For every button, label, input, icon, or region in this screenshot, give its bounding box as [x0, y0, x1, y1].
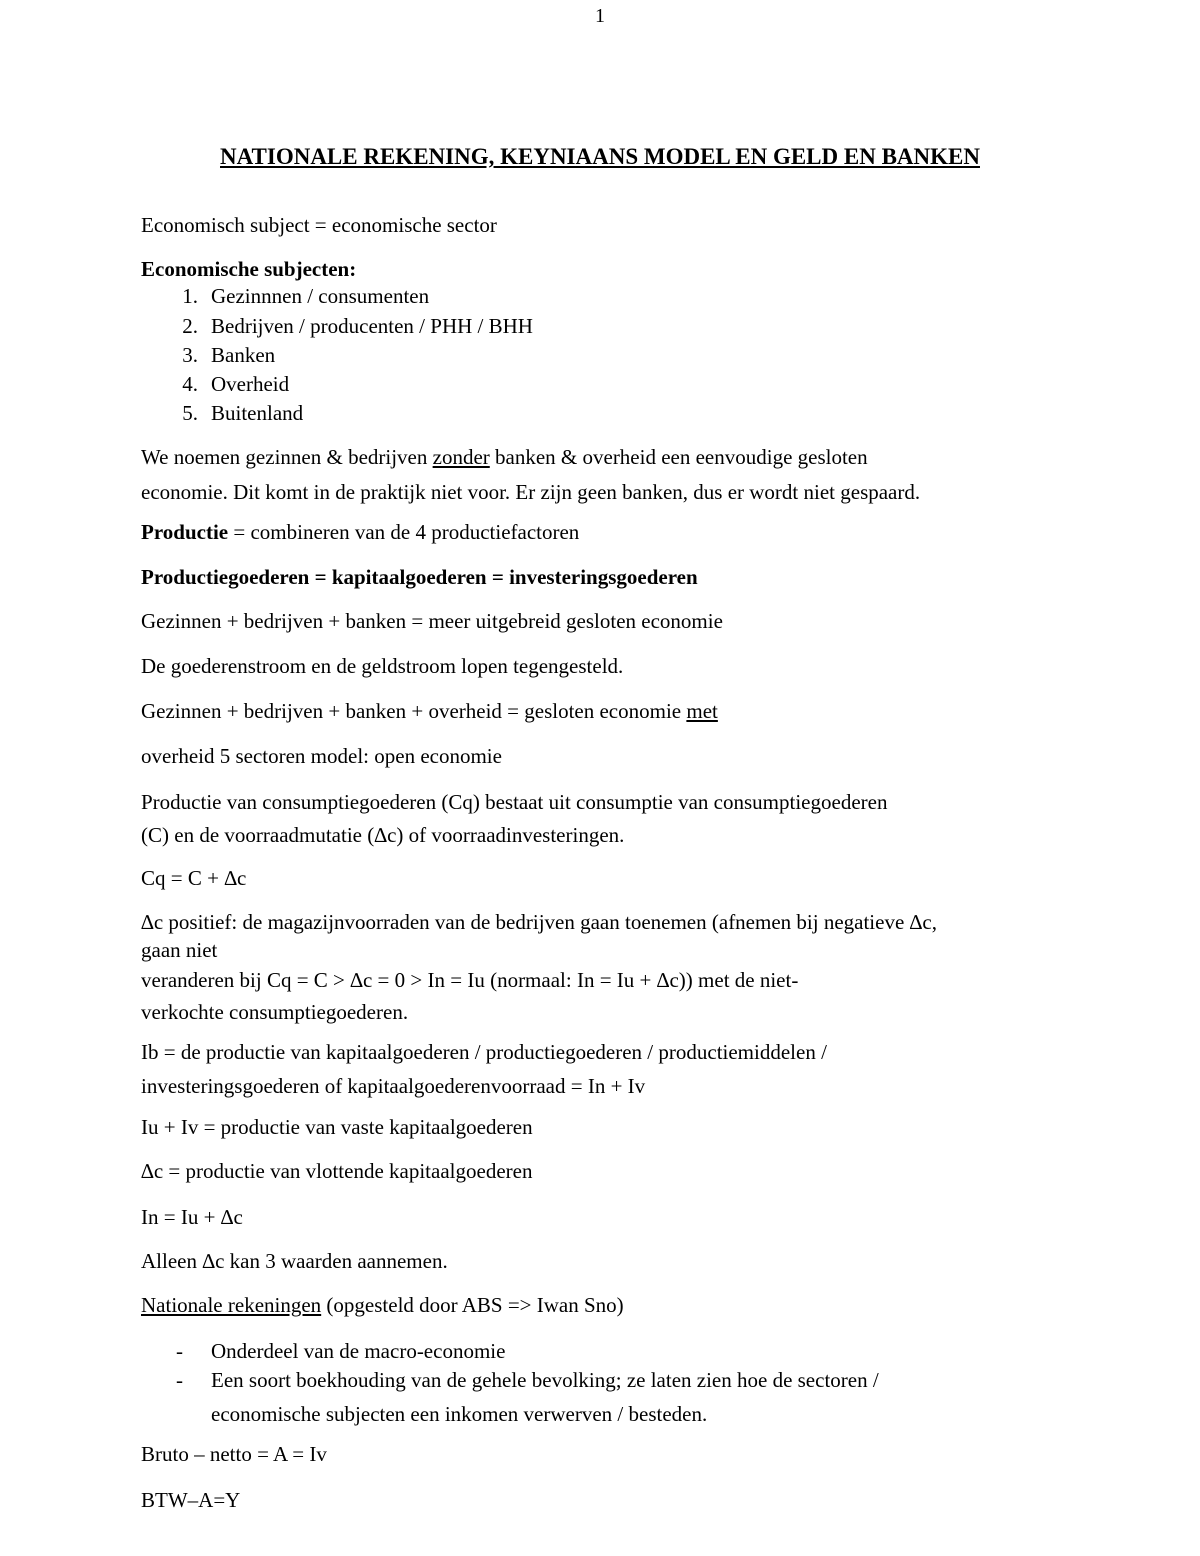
- paragraph-delta-c-line3: veranderen bij Cq = C > ∆c = 0 > In = Iu (normaal: In = Iu + ∆c)) met de niet-: [141, 968, 799, 992]
- paragraph-delta-c-line4: verkochte consumptiegoederen.: [141, 1000, 409, 1024]
- page-number: 1: [595, 5, 605, 27]
- list-item-number: 4.: [182, 372, 198, 396]
- equation-btw: BTW–A=Y: [141, 1488, 241, 1512]
- paragraph-nationale-rekeningen: [141, 1295, 624, 1316]
- bullet-item: Onderdeel van de macro-economie: [211, 1339, 506, 1363]
- list-item-number: 5.: [182, 401, 198, 425]
- subjects-heading: Economische subjecten:: [141, 257, 357, 281]
- paragraph-productiegoederen: Productiegoederen = kapitaalgoederen = investeringsgoederen: [141, 565, 698, 589]
- list-item: Gezinnnen / consumenten: [211, 284, 430, 308]
- paragraph-ib: Ib = de productie van kapitaalgoederen / productiegoederen / productiemiddelen /: [141, 1040, 827, 1064]
- paragraph-delta-c: ∆c positief: de magazijnvoorraden van de bedrijven gaan toenemen (afnemen bij negatieve ∆c,: [141, 910, 937, 934]
- document-title: NATIONALE REKENING, KEYNIAANS MODEL EN GELD EN BANKEN: [220, 144, 980, 169]
- paragraph-alleen: Alleen ∆c kan 3 waarden aannemen.: [141, 1249, 448, 1273]
- paragraph-gezinnen-overheid: [141, 701, 718, 722]
- text-run: We noemen gezinnen & bedrijven: [141, 445, 433, 469]
- equation-cq: Cq = C + ∆c: [141, 866, 247, 890]
- list-item-number: 3.: [182, 343, 198, 367]
- text-run: banken & overheid een eenvoudige gesloten: [489, 445, 868, 469]
- paragraph-economisch-subject: Economisch subject = economische sector: [141, 213, 497, 237]
- text-run: = combineren van de 4 productiefactoren: [228, 520, 580, 544]
- equation-iu-iv: Iu + Iv = productie van vaste kapitaalgoederen: [141, 1115, 533, 1139]
- list-item: Overheid: [211, 372, 290, 396]
- paragraph-goederenstroom: De goederenstroom en de geldstroom lopen tegengesteld.: [141, 654, 624, 678]
- equation-bruto-netto: Bruto – netto = A = Iv: [141, 1442, 327, 1466]
- paragraph-we-noemen-line2: economie. Dit komt in de praktijk niet voor. Er zijn geen banken, dus er wordt niet gespaard.: [141, 480, 921, 504]
- paragraph-productie: [141, 522, 579, 543]
- list-item: Banken: [211, 343, 276, 367]
- paragraph-overheid-model: overheid 5 sectoren model: open economie: [141, 744, 502, 768]
- paragraph-we-noemen: [141, 447, 868, 468]
- list-item: Bedrijven / producenten / PHH / BHH: [211, 314, 533, 338]
- list-item: Buitenland: [211, 401, 304, 425]
- bold-term: Productie: [141, 520, 229, 544]
- underlined-word: met: [686, 699, 718, 723]
- text-run: (opgesteld door ABS => Iwan Sno): [321, 1293, 624, 1317]
- bullet-dash: -: [176, 1339, 183, 1363]
- bullet-dash: -: [176, 1368, 183, 1392]
- paragraph-delta-c-line2: gaan niet: [141, 938, 218, 962]
- equation-delta-c: ∆c = productie van vlottende kapitaalgoederen: [141, 1159, 533, 1183]
- bullet-item-continuation: economische subjecten een inkomen verwerven / besteden.: [211, 1402, 708, 1426]
- paragraph-productie-consumptie: Productie van consumptiegoederen (Cq) bestaat uit consumptie van consumptiegoederen: [141, 790, 888, 814]
- bullet-item: Een soort boekhouding van de gehele bevolking; ze laten zien hoe de sectoren /: [211, 1368, 879, 1392]
- equation-in: In = Iu + ∆c: [141, 1205, 243, 1229]
- paragraph-productie-consumptie-line2: (C) en de voorraadmutatie (∆c) of voorraadinvesteringen.: [141, 823, 625, 847]
- paragraph-ib-line2: investeringsgoederen of kapitaalgoederenvoorraad = In + Iv: [141, 1074, 646, 1098]
- underlined-word: zonder: [432, 445, 490, 469]
- paragraph-gezinnen-banken: Gezinnen + bedrijven + banken = meer uitgebreid gesloten economie: [141, 609, 723, 633]
- underlined-term: Nationale rekeningen: [141, 1293, 322, 1317]
- list-item-number: 2.: [182, 314, 198, 338]
- text-run: Gezinnen + bedrijven + banken + overheid = gesloten economie: [141, 699, 687, 723]
- list-item-number: 1.: [182, 284, 198, 308]
